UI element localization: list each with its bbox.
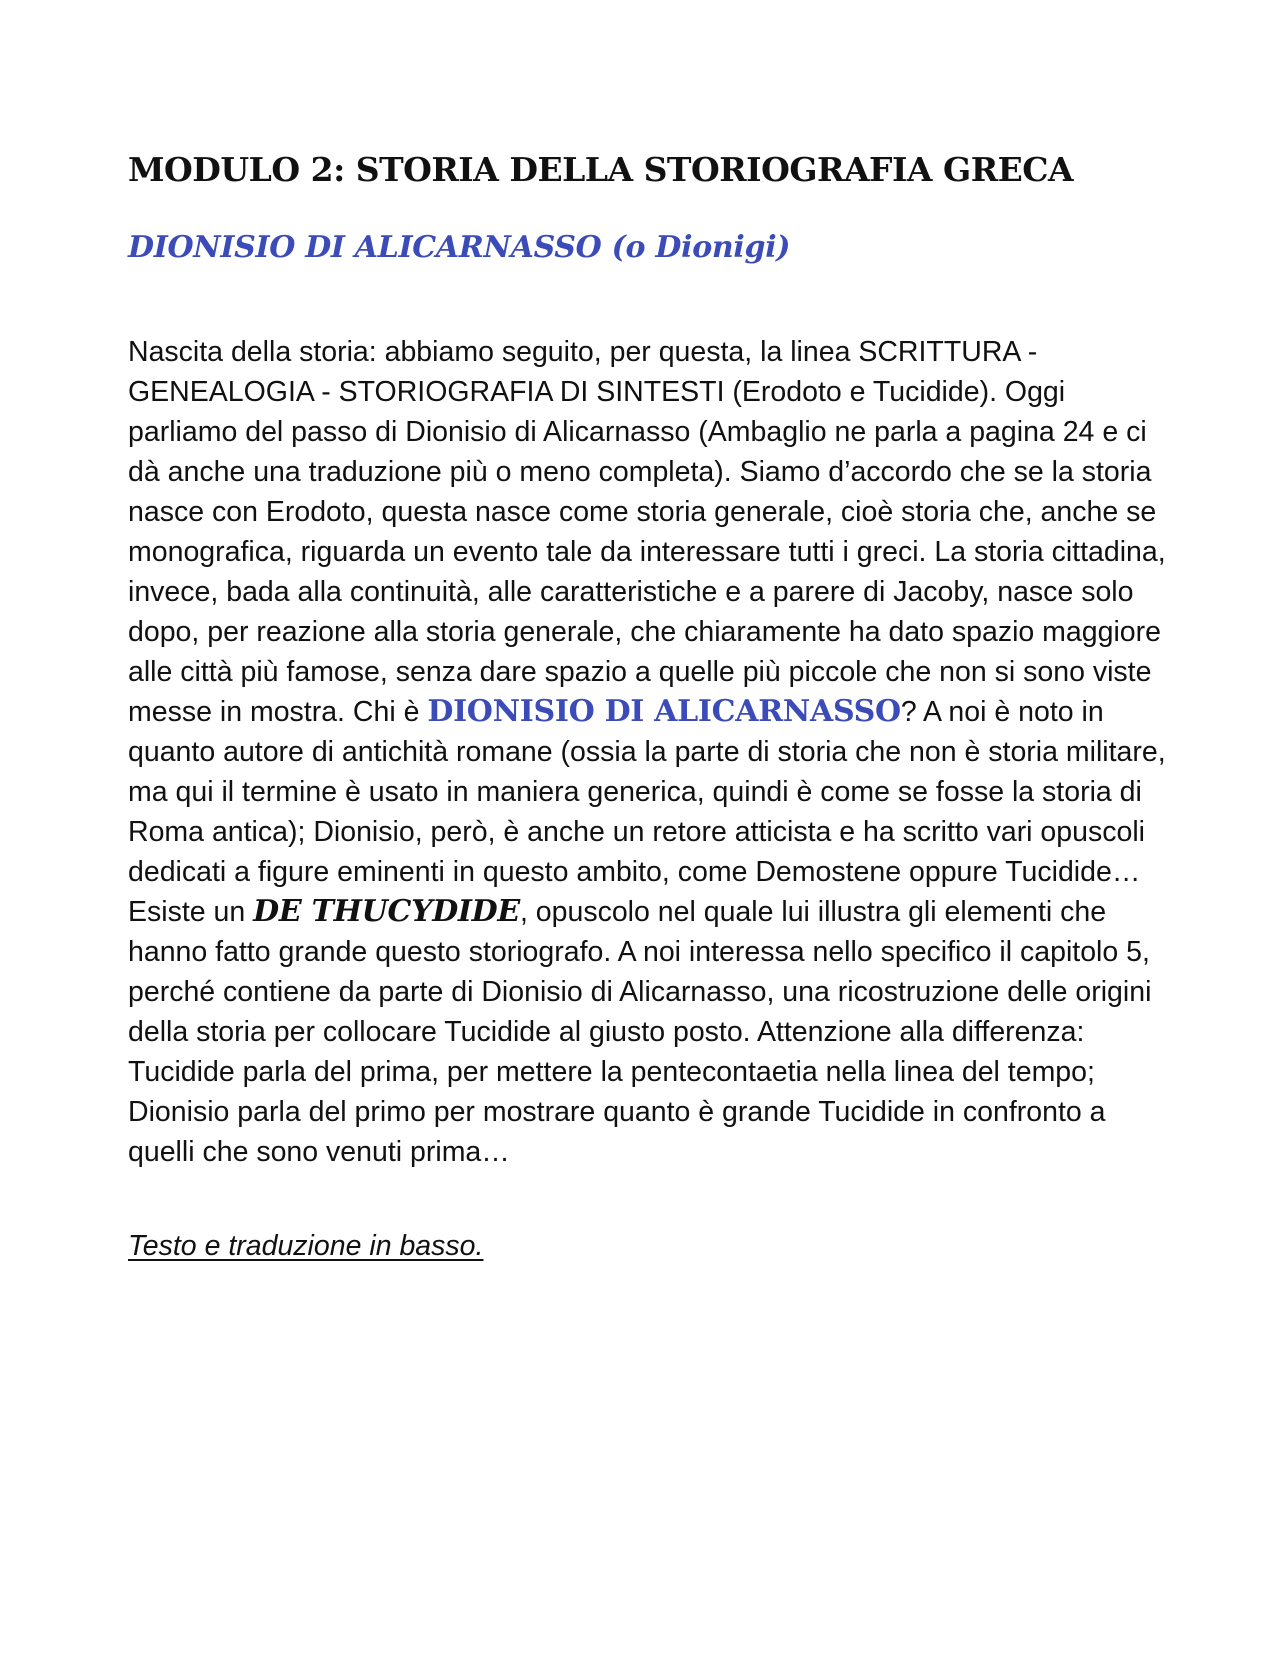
document-content [128, 150, 1168, 1266]
highlight-author-name: DIONISIO DI ALICARNASSO [427, 694, 901, 729]
paragraph-text-part-1: Nascita della storia: abbiamo seguito, per questa, la linea SCRITTURA - GENEALOGIA - STORIOGRAFIA DI SINTESTI (Erodoto e Tucidide). Oggi parliamo del passo di Dionisio di Alicarnasso (Ambaglio ne parla a pagina 24 e ci dà anche una traduzione più o meno completa). Siamo d’accordo che se la storia nasce con Erodoto, questa nasce come storia generale, cioè storia che, anche se monografica, riguarda un evento tale da interessare tutti i greci. La storia cittadina, invece, bada alla continuità, alle caratteristiche e a parere di Jacoby, nasce solo dopo, per reazione alla storia generale, che chiaramente ha dato spazio maggiore alle città più famose, senza dare spazio a quelle più piccole che non si sono viste messe in mostra. Chi è [128, 336, 1166, 728]
author-title: DIONISIO DI ALICARNASSO (o Dionigi) [128, 230, 791, 265]
paragraph-text-part-3: , opuscolo nel quale lui illustra gli elementi che hanno fatto grande questo storiografo. A noi interessa nello specifico il capitolo 5, perché contiene da parte di Dionisio di Alicarnasso, una ricostruzione delle origini della storia per collocare Tucidide al giusto posto. Attenzione alla differenza: Tucidide parla del prima, per mettere la pentecontaetia nella linea del tempo; Dionisio parla del primo per mostrare quanto è grande Tucidide in confronto a quelli che sono venuti prima… [128, 896, 1152, 1168]
module-title: MODULO 2: STORIA DELLA STORIOGRAFIA GRECA [128, 150, 1074, 189]
footer-note: Testo e traduzione in basso. [128, 1230, 484, 1262]
work-title-de-thucydide: DE THUCYDIDE [253, 894, 520, 929]
body-paragraph [128, 332, 1168, 1172]
paragraph-text-part-2: ? A noi è noto in quanto autore di antichità romane (ossia la parte di storia che non è storia militare, ma qui il termine è usato in maniera generica, quindi è come se fosse la storia di Roma antica); Dionisio, però, è anche un retore atticista e ha scritto vari opuscoli dedicati a figure eminenti in questo ambito, come Demostene oppure Tucidide… Esiste un [128, 696, 1166, 928]
